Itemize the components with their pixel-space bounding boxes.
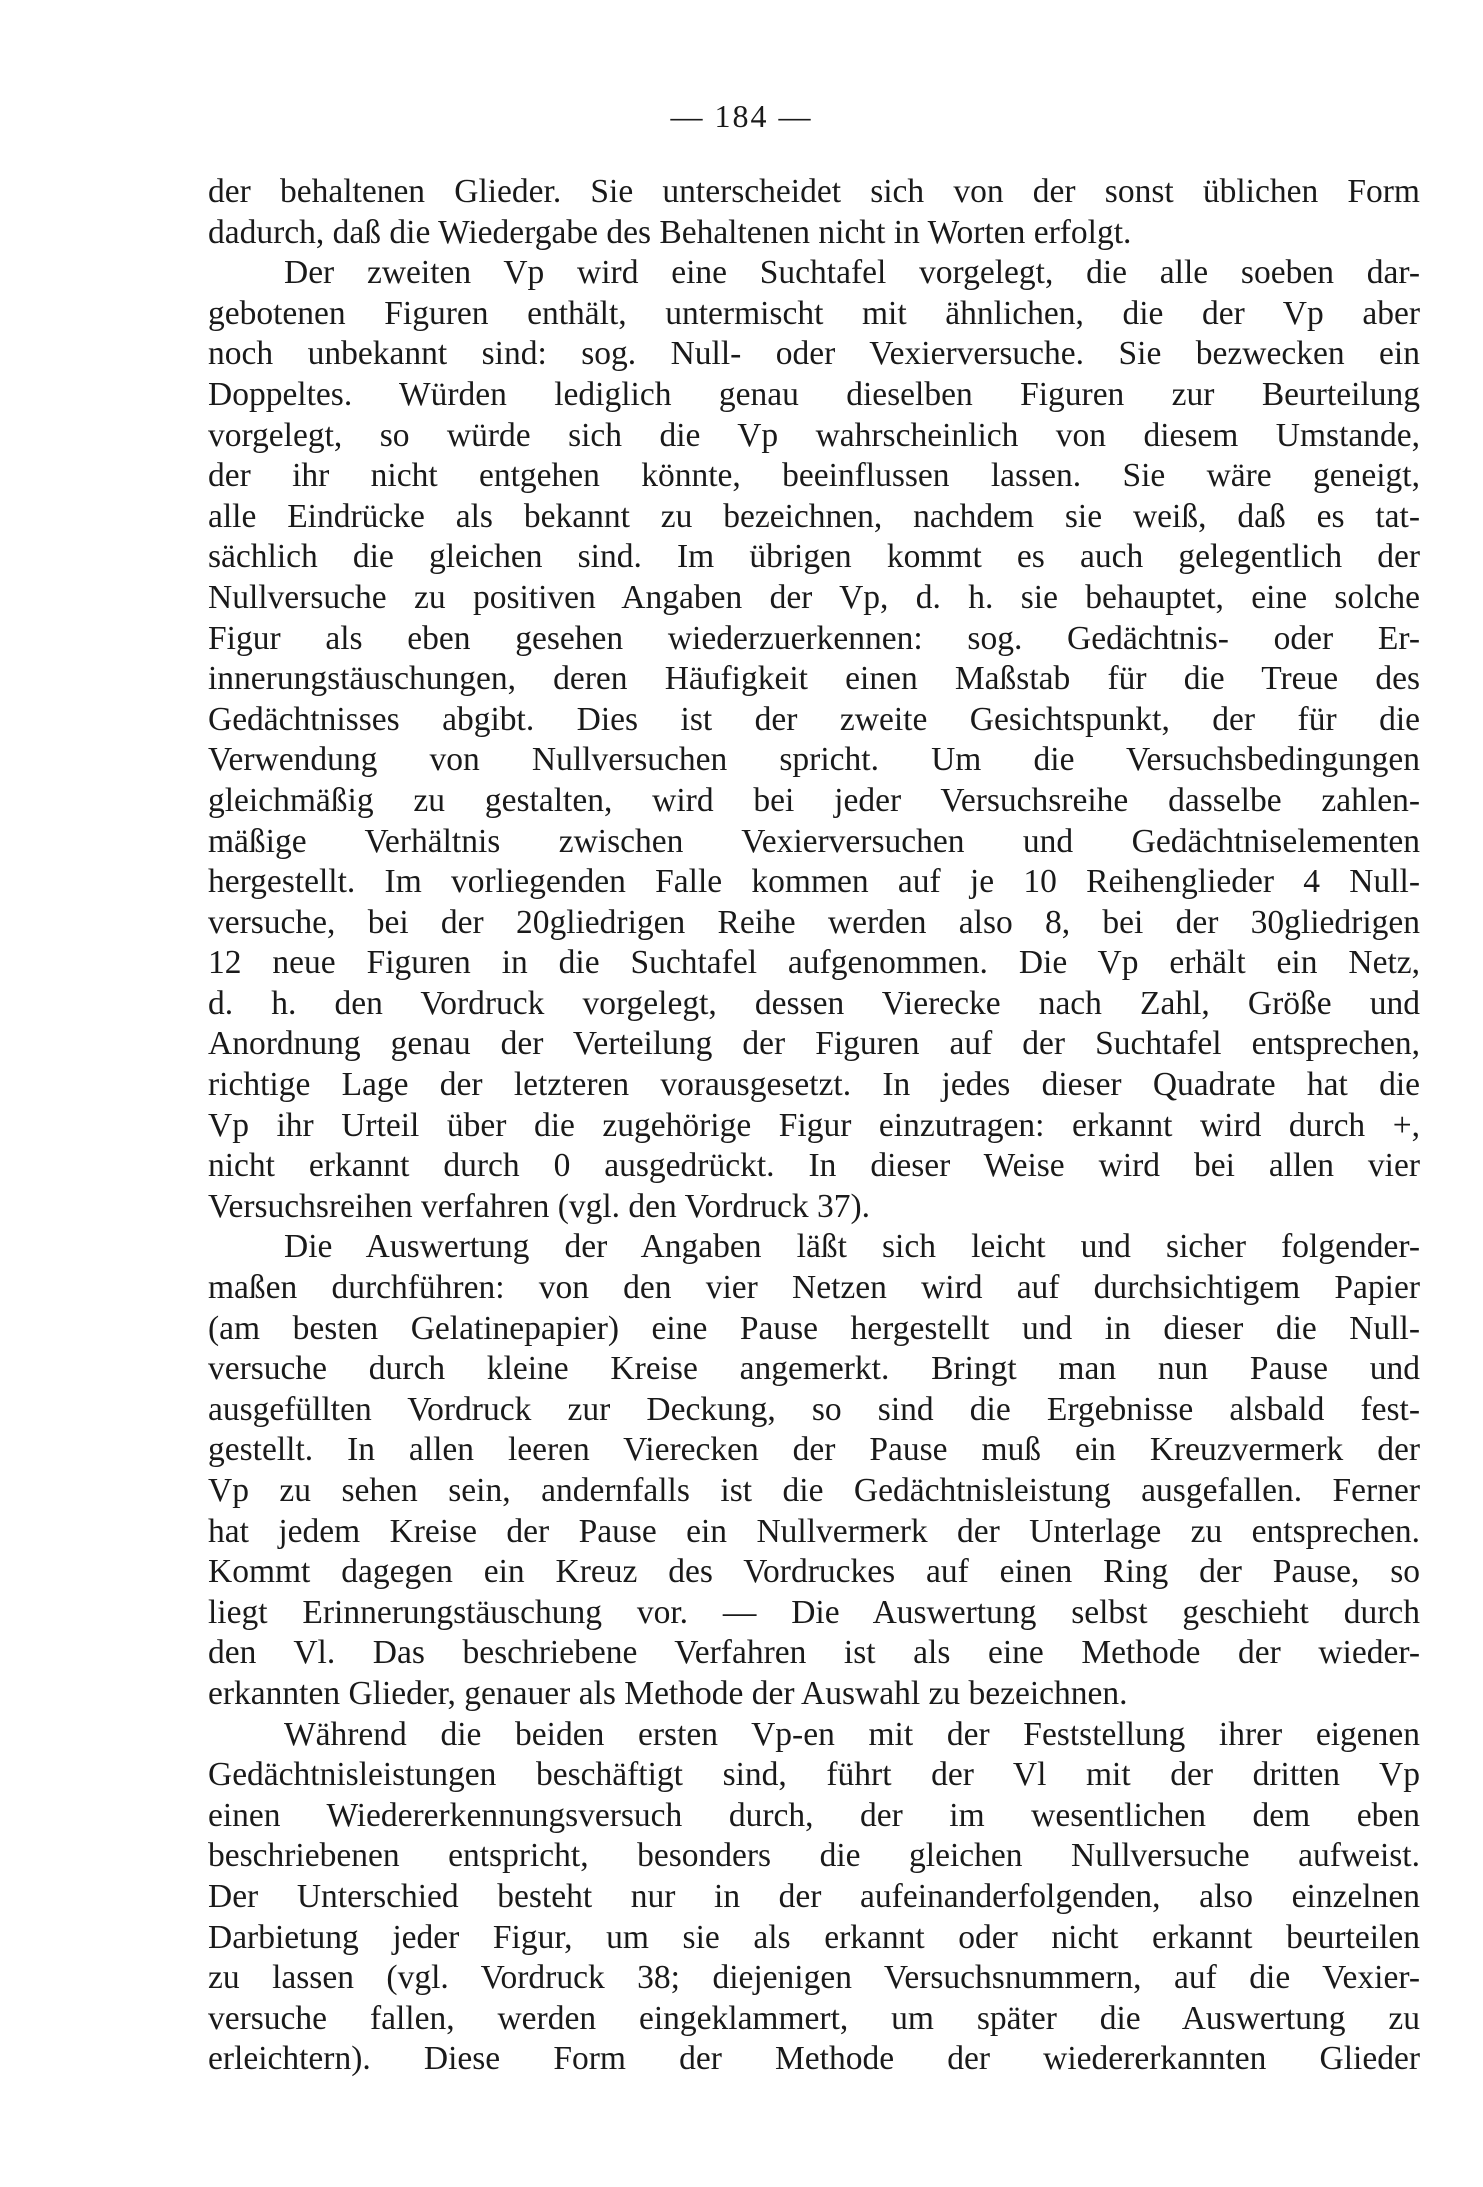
body-text bbox=[208, 172, 1420, 2080]
text-line: alle Eindrücke als bekannt zu bezeichnen, nachdem sie weiß, daß es tat- bbox=[208, 497, 1420, 535]
text-line: Nullversuche zu positiven Angaben der Vp, d. h. sie behauptet, eine solche bbox=[208, 578, 1420, 616]
text-line: d. h. den Vordruck vorgelegt, dessen Vierecke nach Zahl, Größe und bbox=[208, 984, 1420, 1022]
text-line: gebotenen Figuren enthält, untermischt mit ähnlichen, die der Vp aber bbox=[208, 294, 1420, 332]
text-line: hat jedem Kreise der Pause ein Nullvermerk der Unterlage zu entsprechen. bbox=[208, 1512, 1420, 1550]
paragraph bbox=[208, 253, 1420, 1227]
text-line: ausgefüllten Vordruck zur Deckung, so sind die Ergebnisse alsbald fest- bbox=[208, 1390, 1420, 1428]
text-line: (am besten Gelatinepapier) eine Pause hergestellt und in dieser die Null- bbox=[208, 1309, 1420, 1347]
text-line: 12 neue Figuren in die Suchtafel aufgenommen. Die Vp erhält ein Netz, bbox=[208, 944, 1420, 982]
text-line: liegt Erinnerungstäuschung vor. — Die Auswertung selbst geschieht durch bbox=[208, 1593, 1420, 1631]
text-line: richtige Lage der letzteren vorausgesetzt. In jedes dieser Quadrate hat die bbox=[208, 1066, 1420, 1104]
text-line: dadurch, daß die Wiedergabe des Behaltenen nicht in Worten erfolgt. bbox=[208, 213, 1132, 251]
text-line: vorgelegt, so würde sich die Vp wahrscheinlich von diesem Umstande, bbox=[208, 416, 1420, 454]
text-line: maßen durchführen: von den vier Netzen wird auf durchsichtigem Papier bbox=[208, 1269, 1420, 1307]
text-line: gleichmäßig zu gestalten, wird bei jeder Versuchsreihe dasselbe zahlen- bbox=[208, 781, 1420, 819]
text-line: Darbietung jeder Figur, um sie als erkannt oder nicht erkannt beurteilen bbox=[208, 1918, 1420, 1956]
text-line: gestellt. In allen leeren Vierecken der Pause muß ein Kreuzvermerk der bbox=[208, 1431, 1420, 1469]
text-line: hergestellt. Im vorliegenden Falle kommen auf je 10 Reihenglieder 4 Null- bbox=[208, 863, 1420, 901]
text-line: Kommt dagegen ein Kreuz des Vordruckes auf einen Ring der Pause, so bbox=[208, 1553, 1420, 1591]
text-line: erkannten Glieder, genauer als Methode der Auswahl zu bezeichnen. bbox=[208, 1674, 1128, 1712]
text-line: versuche durch kleine Kreise angemerkt. Bringt man nun Pause und bbox=[208, 1350, 1420, 1388]
text-line: sächlich die gleichen sind. Im übrigen kommt es auch gelegentlich der bbox=[208, 538, 1420, 576]
text-line: nicht erkannt durch 0 ausgedrückt. In dieser Weise wird bei allen vier bbox=[208, 1147, 1420, 1185]
text-line: versuche, bei der 20gliedrigen Reihe werden also 8, bei der 30gliedrigen bbox=[208, 903, 1420, 941]
paragraph bbox=[208, 1715, 1420, 2080]
text-line: zu lassen (vgl. Vordruck 38; diejenigen Versuchsnummern, auf die Vexier- bbox=[208, 1959, 1420, 1997]
text-line: einen Wiedererkennungsversuch durch, der im wesentlichen dem eben bbox=[208, 1796, 1420, 1834]
text-line: den Vl. Das beschriebene Verfahren ist als eine Methode der wieder- bbox=[208, 1634, 1420, 1672]
text-line: beschriebenen entspricht, besonders die gleichen Nullversuche aufweist. bbox=[208, 1837, 1420, 1875]
text-line: Vp ihr Urteil über die zugehörige Figur einzutragen: erkannt wird durch +, bbox=[208, 1106, 1420, 1144]
text-line: erleichtern). Diese Form der Methode der wiedererkannten Glieder bbox=[208, 2040, 1420, 2078]
paragraph bbox=[208, 172, 1420, 253]
page-number: — 184 — bbox=[670, 98, 813, 134]
paragraph bbox=[208, 1227, 1420, 1714]
text-line: Doppeltes. Würden lediglich genau dieselben Figuren zur Beurteilung bbox=[208, 375, 1420, 413]
text-line: Während die beiden ersten Vp-en mit der Feststellung ihrer eigenen bbox=[284, 1715, 1420, 1753]
text-line: Der Unterschied besteht nur in der aufeinanderfolgenden, also einzelnen bbox=[208, 1877, 1420, 1915]
text-line: Der zweiten Vp wird eine Suchtafel vorgelegt, die alle soeben dar- bbox=[284, 254, 1420, 292]
text-line: Die Auswertung der Angaben läßt sich leicht und sicher folgender- bbox=[284, 1228, 1420, 1266]
text-line: Anordnung genau der Verteilung der Figuren auf der Suchtafel entsprechen, bbox=[208, 1025, 1420, 1063]
text-line: innerungstäuschungen, deren Häufigkeit einen Maßstab für die Treue des bbox=[208, 660, 1420, 698]
text-line: Vp zu sehen sein, andernfalls ist die Gedächtnisleistung ausgefallen. Ferner bbox=[208, 1472, 1420, 1509]
text-line: mäßige Verhältnis zwischen Vexierversuchen und Gedächtniselementen bbox=[208, 822, 1420, 860]
text-line: Verwendung von Nullversuchen spricht. Um die Versuchsbedingungen bbox=[208, 741, 1420, 779]
text-line: Figur als eben gesehen wiederzuerkennen: sog. Gedächtnis- oder Er- bbox=[208, 619, 1420, 657]
text-line: Gedächtnisleistungen beschäftigt sind, führt der Vl mit der dritten Vp bbox=[208, 1756, 1420, 1794]
text-line: versuche fallen, werden eingeklammert, um später die Auswertung zu bbox=[208, 1999, 1420, 2037]
text-line: Versuchsreihen verfahren (vgl. den Vordruck 37). bbox=[208, 1187, 871, 1225]
text-line: der behaltenen Glieder. Sie unterscheidet sich von der sonst üblichen Form bbox=[208, 173, 1420, 210]
text-line: noch unbekannt sind: sog. Null- oder Vexierversuche. Sie bezwecken ein bbox=[208, 335, 1420, 373]
text-line: der ihr nicht entgehen könnte, beeinflussen lassen. Sie wäre geneigt, bbox=[208, 457, 1420, 495]
text-line: Gedächtnisses abgibt. Dies ist der zweite Gesichtspunkt, der für die bbox=[208, 700, 1420, 738]
